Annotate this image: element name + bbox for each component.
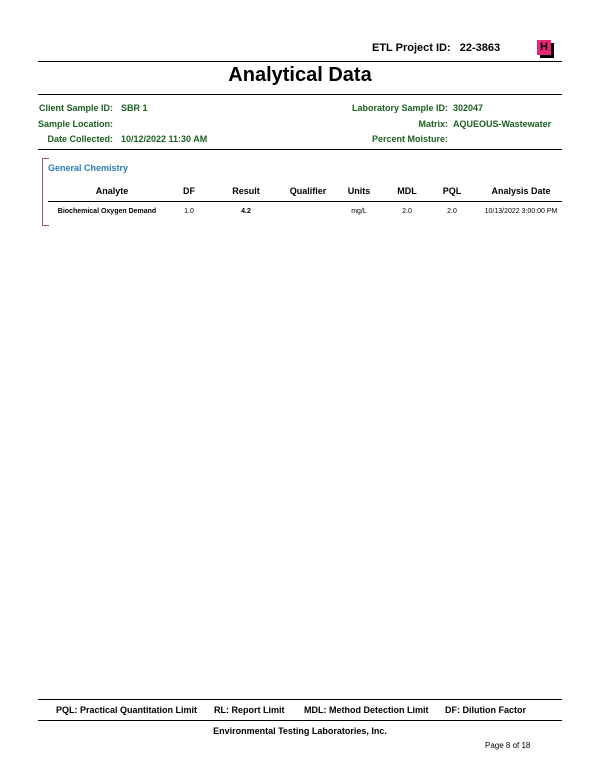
- table-row-analyte: Biochemical Oxygen Demand: [57, 208, 157, 215]
- page-title: Analytical Data: [228, 64, 372, 86]
- mdl-definition: MDL: Method Detection Limit: [304, 705, 429, 715]
- lab-sample-id-value: 302047: [453, 103, 484, 113]
- client-sample-id-value: SBR 1: [121, 103, 148, 113]
- footer-top-divider: [38, 699, 562, 700]
- percent-moisture-label: Percent Moisture:: [371, 134, 448, 144]
- h-badge: H: [537, 40, 551, 55]
- page-number: Page 8 of 18: [485, 741, 531, 750]
- header-divider: [38, 61, 562, 62]
- project-id-label: ETL Project ID:: [372, 42, 451, 54]
- project-id-value: 22-3863: [459, 42, 501, 54]
- lab-sample-id-label: Laboratory Sample ID:: [351, 103, 448, 113]
- table-row-mdl: 2.0: [402, 208, 412, 215]
- df-definition: DF: Dilution Factor: [445, 705, 526, 715]
- table-row-df: 1.0: [184, 208, 194, 215]
- client-sample-id-label: Client Sample ID:: [38, 103, 113, 113]
- pql-definition: PQL: Practical Quantitation Limit: [56, 705, 198, 715]
- col-mdl: MDL: [397, 186, 417, 196]
- table-row-analysis-date: 10/13/2022 3:00:00 PM: [484, 208, 558, 215]
- table-row-pql: 2.0: [447, 208, 457, 215]
- col-df: DF: [183, 186, 195, 196]
- col-result: Result: [232, 186, 260, 196]
- col-pql: PQL: [442, 186, 462, 196]
- matrix-label: Matrix:: [418, 119, 448, 129]
- column-header-divider: [48, 201, 562, 202]
- rl-definition: RL: Report Limit: [214, 705, 285, 715]
- table-row-result: 4.2: [241, 208, 251, 215]
- col-units: Units: [347, 186, 371, 196]
- sample-info-divider: [38, 149, 562, 150]
- project-id: [372, 42, 500, 54]
- table-row-units: mg/L: [351, 208, 367, 215]
- title-divider: [38, 94, 562, 95]
- col-qualifier: Qualifier: [289, 186, 327, 196]
- col-analysis-date: Analysis Date: [491, 186, 551, 196]
- date-collected-value: 10/12/2022 11:30 AM: [121, 134, 208, 144]
- date-collected-label: Date Collected:: [47, 134, 113, 144]
- matrix-value: AQUEOUS-Wastewater: [453, 119, 552, 129]
- company-name: Environmental Testing Laboratories, Inc.: [213, 726, 387, 736]
- section-title: General Chemistry: [48, 163, 129, 173]
- footer-bottom-divider: [38, 720, 562, 721]
- sample-location-label: Sample Location:: [38, 119, 114, 129]
- col-analyte: Analyte: [95, 186, 129, 196]
